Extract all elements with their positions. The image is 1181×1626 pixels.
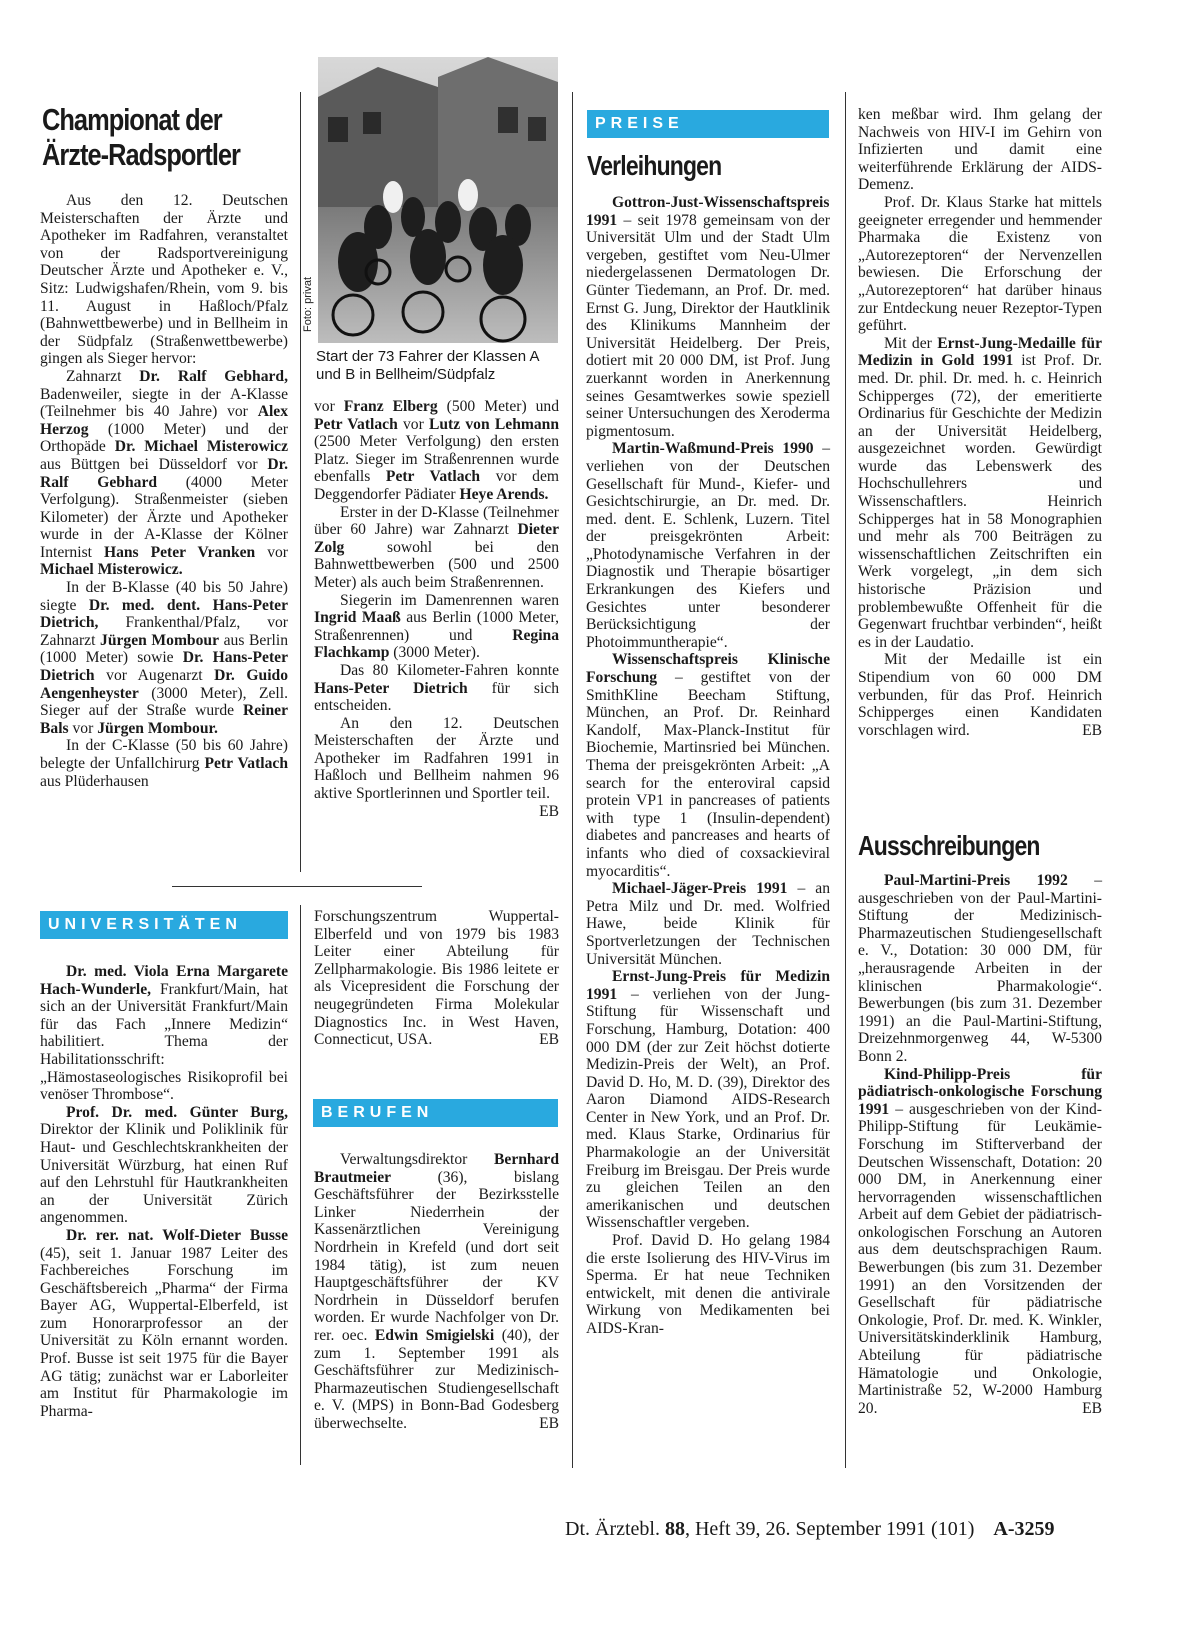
rubric-preise: PREISE: [587, 110, 829, 138]
rubric-universitaeten: UNIVERSITÄTEN: [40, 911, 288, 939]
championat-column-2: [314, 398, 559, 820]
paragraph: ken meßbar wird. Ihm gelang der Nachweis von HIV-I im Gehirn von Infizierten und damit eine weiterführende Erklärung der AIDS-Demenz.: [858, 106, 1102, 194]
paragraph: Dr. rer. nat. Wolf-Dieter Busse (45), seit 1. Januar 1987 Leiter des Fachbereiches Forschung im Geschäftsbereich „Pharma“ der Firma Bayer AG, Wuppertal-Elberfeld, ist zum Honorarprofessor an der Universität zu Köln ernannt worden. Prof. Busse ist seit 1975 für die Bayer AG tätig; zunächst war er Laborleiter am Institut für Pharmakologie im Pharma-: [40, 1226, 288, 1420]
article-championat-headline: [42, 102, 292, 172]
paragraph: Gottron-Just-Wissenschaftspreis 1991 – seit 1978 gemeinsam von der Universität Ulm und der Stadt Ulm vergeben, gestiftet vom Neu-Ulmer niedergelassenen Dermatologen Dr. Günter Tiedemann, an Prof. Dr. med. Ernst G. Jung, Direktor der Hautklinik des Klinikums Mannheim der Universität Heidelberg. Der Preis, dotiert mit 20 000 DM, ist Prof. Jung zuerkannt worden in Anerkennung seines Gesamtwerkes sowie speziell seiner Untersuchungen des Xeroderma pigmentosum.: [586, 194, 830, 440]
column-divider: [845, 92, 846, 1468]
paragraph: An den 12. Deutschen Meisterschaften der Ärzte und Apotheker im Radfahren 1991 in Haßloch und Bellheim nahmen 96 aktive Sportlerinnen und Sportler teil.: [314, 714, 559, 803]
championat-column-1: [40, 192, 288, 790]
headline-line-1: Championat der: [42, 102, 222, 137]
paragraph: Mit der Medaille ist ein Stipendium von 60 000 DM verbunden, für das Prof. Heinrich Schipperges einen Kandidaten vorschlagen wird.: [858, 651, 1102, 739]
author-sign: EB: [1082, 721, 1102, 739]
paragraph: Verwaltungsdirektor Bernhard Brautmeier (36), bislang Geschäftsführer der Bezirksstelle Linker Niederrhein der Kassenärztlichen Vereinigung Nordrhein in Krefeld (und dort seit 1984 tätig), ist zum neuen Hauptgeschäftsführer der KV Nordrhein in Düsseldorf berufen worden. Er wurde Nachfolger von Dr. rer. oec. Edwin Smigielski (40), der zum 1. September 1991 als Geschäftsführer zur Medizinisch-Pharmazeutischen Studiengesellschaft e. V. (MPS) in Bonn-Bad Godesberg überwechselte.: [314, 1151, 559, 1432]
cyclists-photo-image: [318, 57, 558, 343]
paragraph: Ernst-Jung-Preis für Medizin 1991 – verliehen von der Jung-Stiftung für Wissenschaft und Forschung, Hamburg, Dotation: 400 000 DM (der zur Zeit höchst dotierte Medizin-Preis der Welt), an Prof. David D. Ho, M. D. (39), Direktor des Aaron Diamond AIDS-Research Center in New York, und an Prof. Dr. med. Klaus Starke, Ordinarius für Pharmakologie an der Universität Freiburg im Breisgau. Der Preis wurde zu gleichen Teilen an den amerikanischen und deutschen Wissenschaftler vergeben.: [586, 968, 830, 1232]
ausschreibungen-column: [858, 872, 1102, 1417]
paragraph: Aus den 12. Deutschen Meisterschaften der Ärzte und Apotheker im Radfahren, veranstaltet von der Radsportvereinigung Deutscher Ärzte und Apotheker e. V., Sitz: Ludwigshafen/Rhein, vom 9. bis 11. August in Haßloch/Pfalz (Bahnwettbewerbe) und in Bellheim in der Südpfalz (Straßenwettbewerbe) gingen als Sieger hervor:: [40, 192, 288, 368]
photo-caption: Start der 73 Fahrer der Klassen A und B in Bellheim/Südpfalz: [316, 348, 539, 383]
headline-line-2: Ärzte-Radsportler: [42, 137, 240, 172]
paragraph: Mit der Ernst-Jung-Medaille für Medizin in Gold 1991 ist Prof. Dr. med. Dr. phil. Dr. med. h. c. Heinrich Schipperges (72), der emeritierte Ordinarius für Geschichte der Medizin an der Universität Heidelberg, ausgezeichnet worden. Gewürdigt wurde das Lebenswerk des Hochschullehrers und Wissenschaftlers. Heinrich Schipperges hat in 58 Monographien und mehr als 700 Beiträgen zu wissenschaftlichen Zeitschriften ein Werk vorgelegt, „in dem sich historische Präzision und problembewußte Offenheit für die Gegenwart fruchtbar verbinden“, heißt es in der Laudatio.: [858, 334, 1102, 651]
column-divider: [572, 92, 573, 1468]
paragraph: vor Franz Elberg (500 Meter) und Petr Vatlach vor Lutz von Lehmann (2500 Meter Verfolgung) den ersten Platz. Sieger im Straßenrennen wurde ebenfalls Petr Vatlach vor dem Deggendorfer Pädiater Heye Arends.: [314, 398, 560, 503]
paragraph: Zahnarzt Dr. Ralf Gebhard, Badenweiler, siegte in der A-Klasse (Teilnehmer bis 40 Jahre) vor Alex Herzog (1000 Meter) und der Orthopäde Dr. Michael Misterowicz aus Büttgen bei Düsseldorf vor Dr. Ralf Gebhard (4000 Meter Verfolgung). Straßenmeister (sieben Kilometer) der Ärzte und Apotheker wurde in der A-Klasse der Kölner Internist Hans Peter Vranken vor Michael Misterowicz.: [40, 367, 289, 579]
page-number: A-3259: [993, 1518, 1055, 1540]
universitaeten-column-1: [40, 963, 288, 1420]
author-sign: EB: [539, 1414, 559, 1432]
paragraph: Kind-Philipp-Preis für pädiatrisch-onkologische Forschung 1991 – ausgeschrieben von der Kind-Philipp-Stiftung für Leukämie-Forschung im Stifterverband der Deutschen Wissenschaft, Dotation: 20 000 DM, in Anerkennung einer hervorragenden wissenschaftlichen Arbeit auf dem Gebiet der pädiatrisch-onkologischen Forschung an Autoren aus dem deutschsprachigen Raum. Bewerbungen (bis zum 31. Dezember 1991) an den Vorsitzenden der Gesellschaft für pädiatrische Onkologie, Prof. Dr. med. K. Winkler, Universitätskinderklinik Hamburg, Abteilung für pädiatrische Hämatologie und Onkologie, Martinistraße 52, W-2000 Hamburg 20.: [858, 1065, 1102, 1417]
paragraph: Wissenschaftspreis Klinische Forschung – gestiftet von der SmithKline Beecham Stiftung, München, an Prof. Dr. Reinhard Kandolf, Max-Planck-Institut für Biochemie, Martinsried bei München. Thema der preisgekrönten Arbeit: „A search for the enteroviral capsid protein VP1 in pancreases of patients with type 1 (Insulin-dependent) diabetes and pancreases and hearts of infants who died of coxsackieviral myocarditis“.: [586, 651, 830, 880]
author-sign: EB: [539, 802, 559, 820]
paragraph: In der B-Klasse (40 bis 50 Jahre) siegte Dr. med. dent. Hans-Peter Dietrich, Frankenthal/Pfalz, vor Zahnarzt Jürgen Mombour aus Berlin (1000 Meter) sowie Dr. Hans-Peter Dietrich vor Augenarzt Dr. Guido Aengenheyster (3000 Meter), Zell. Sieger auf der Straße wurde Reiner Bals vor Jürgen Mombour.: [40, 579, 289, 737]
cyclists-photo: [318, 57, 558, 343]
column-divider: [300, 92, 301, 872]
paragraph: Das 80 Kilometer-Fahren konnte Hans-Peter Dietrich für sich entscheiden.: [314, 661, 559, 715]
photo-credit: Foto: privat: [302, 276, 314, 332]
paragraph: Siegerin im Damenrennen waren Ingrid Maaß aus Berlin (1000 Meter, Straßenrennen) und Regina Flachkamp (3000 Meter).: [314, 591, 559, 662]
paragraph: Erster in der D-Klasse (Teilnehmer über 60 Jahre) war Zahnarzt Dieter Zolg sowohl bei den Bahnwettbewerben (500 und 2500 Meter) als auch beim Straßenrennen.: [314, 503, 559, 591]
paragraph: Prof. Dr. med. Günter Burg, Direktor der Klinik und Poliklinik für Haut- und Geschlechtskrankheiten der Universität Würzburg, hat einen Ruf auf den Lehrstuhl für Hautkrankheiten an der Universität Zürich angenommen.: [40, 1103, 288, 1227]
issue-info: , Heft 39, 26. September 1991 (101): [684, 1518, 975, 1540]
paragraph: Prof. David D. Ho gelang 1984 die erste Isolierung des HIV-Virus im Sperma. Er hat neue Techniken entwickelt, mit denen die antivirale Wirkung von Medikamenten bei AIDS-Kran-: [586, 1232, 830, 1337]
preise-subhead: Verleihungen: [587, 150, 722, 181]
paragraph: In der C-Klasse (50 bis 60 Jahre) belegte der Unfallchirurg Petr Vatlach aus Plüderhausen: [40, 737, 289, 790]
paragraph: Forschungszentrum Wuppertal-Elberfeld und von 1979 bis 1983 Leiter einer Abteilung für Zellpharmakologie. Bis 1986 leitete er als Vicepresident die Forschung der neugegründeten Firma Molekular Diagnostics Inc. in West Haven, Connecticut, USA.: [314, 908, 559, 1049]
journal-volume: 88: [664, 1518, 685, 1540]
berufen-column: [314, 1151, 559, 1433]
paragraph: Dr. med. Viola Erna Margarete Hach-Wunderle, Frankfurt/Main, hat sich an der Universität Frankfurt/Main für das Fach „Innere Medizin“ habilitiert. Thema der Habilitationsschrift: „Hämostaseologisches Risikoprofil bei venöser Thrombose“.: [40, 963, 288, 1104]
paragraph: Martin-Waßmund-Preis 1990 – verliehen von der Deutschen Gesellschaft für Mund-, Kiefer- und Gesichtschirurgie, an Dr. med. Dr. med. dent. E. Schlenk, Luzern. Titel der preisgekrönten Arbeit: „Photodynamische Verfahren in der Diagnostik und Therapie bösartiger Erkrankungen des Kiefers und Gesichtes unter besonderer Berücksichtigung der Photoimmuntherapie“.: [586, 440, 830, 651]
author-sign: EB: [539, 1031, 559, 1049]
rubric-berufen: BERUFEN: [313, 1099, 558, 1127]
preise-column-2: [858, 106, 1102, 739]
paragraph: Michael-Jäger-Preis 1991 – an Petra Milz und Dr. med. Wolfried Hawe, beide Klinik für Sportverletzungen der Technischen Universität München.: [586, 880, 830, 968]
paragraph: Paul-Martini-Preis 1992 – ausgeschrieben von der Paul-Martini-Stiftung der Medizinisch-Pharmazeutischen Studiengesellschaft e. V., Dotation: 30 000 DM, für „herausragende Arbeiten in der klinischen Pharmakologie“. Bewerbungen (bis zum 31. Dezember 1991) an die Paul-Martini-Stiftung, Dreizehnmorgenweg 44, W-5300 Bonn 2.: [858, 872, 1102, 1065]
section-divider: [172, 886, 422, 887]
preise-column-1: [586, 194, 830, 1338]
ausschreibungen-subhead: Ausschreibungen: [858, 830, 1040, 861]
page-footer: [565, 1518, 1054, 1541]
paragraph: Prof. Dr. Klaus Starke hat mittels geeigneter erregender und hemmender Pharmaka die Existenz von „Autorezeptoren“ der Nervenzellen bewiesen. Die Erforschung der „Autorezeptoren“ hat darüber hinaus zur Entdeckung neuer Rezeptor-Typen geführt.: [858, 193, 1102, 335]
journal-name: Dt. Ärztebl.: [565, 1518, 660, 1540]
universitaeten-column-2: [314, 908, 559, 1049]
author-sign: EB: [1082, 1399, 1102, 1417]
column-divider: [300, 905, 301, 1465]
